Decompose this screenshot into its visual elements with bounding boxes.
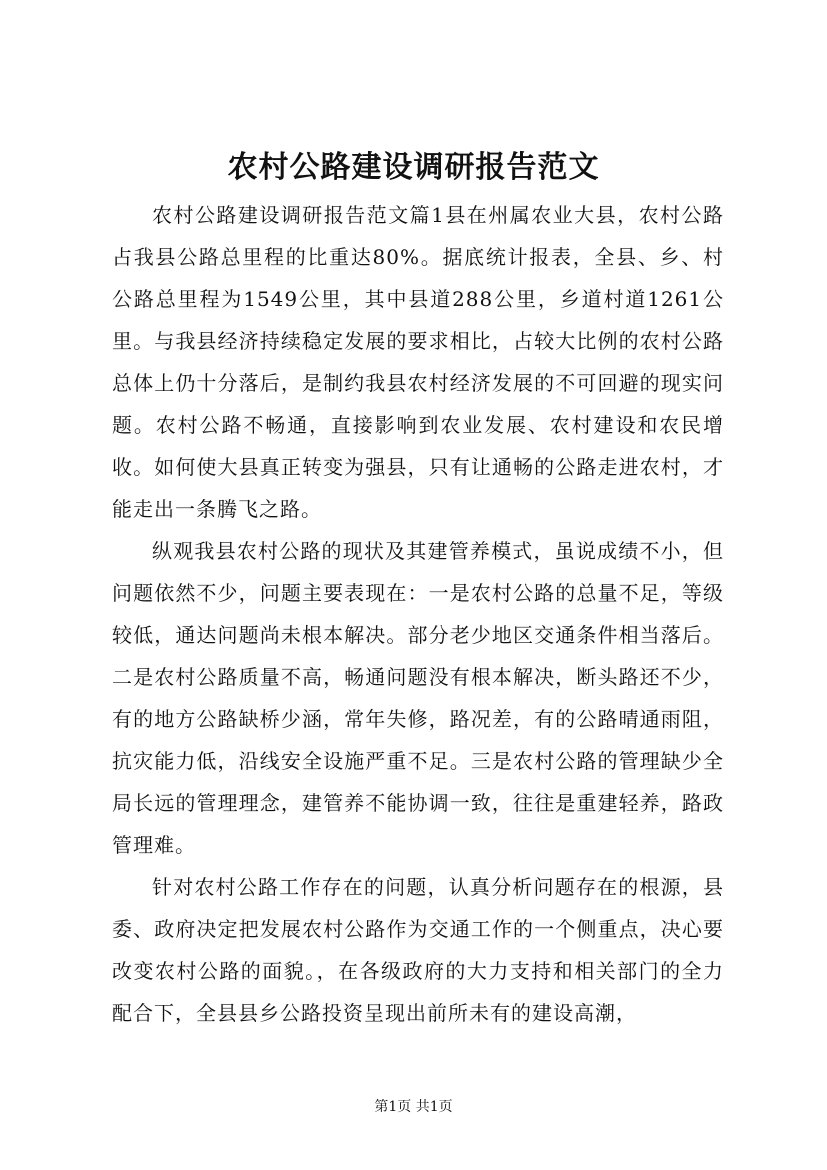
paragraph: 针对农村公路工作存在的问题，认真分析问题存在的根源，县委、政府决定把发展农村公路作为交通工作的一个侧重点，决心要改变农村公路的面貌。，在各级政府的大力支持和相关部门的全力配合下，全县县乡公路投资呈现出前所未有的建设高潮，: [112, 875, 724, 1025]
document-title: 农村公路建设调研报告范文: [227, 150, 600, 185]
document-body: [112, 194, 724, 1034]
page-footer: 第1页 共1页: [374, 1099, 453, 1115]
paragraph: 纵观我县农村公路的现状及其建管养模式，虽说成绩不小，但问题依然不少，问题主要表现在：一是农村公路的总量不足，等级较低，通达问题尚未根本解决。部分老少地区交通条件相当落后。二是农村公路质量不高，畅通问题没有根本解决，断头路还不少，有的地方公路缺桥少涵，常年失修，路况差，有的公路晴通雨阻，抗灾能力低，沿线安全设施严重不足。三是农村公路的管理缺少全局长远的管理理念，建管养不能协调一致，往往是重建轻养，路政管理难。: [112, 539, 724, 857]
paragraph: 农村公路建设调研报告范文篇1县在州属农业大县，农村公路占我县公路总里程的比重达80%。据底统计报表，全县、乡、村公路总里程为1549公里，其中县道288公里，乡道村道1261公里。与我县经济持续稳定发展的要求相比，占较大比例的农村公路总体上仍十分落后，是制约我县农村经济发展的不可回避的现实问题。农村公路不畅通，直接影响到农业发展、农村建设和农民增收。如何使大县真正转变为强县，只有让通畅的公路走进农村，才能走出一条腾飞之路。: [112, 203, 724, 521]
